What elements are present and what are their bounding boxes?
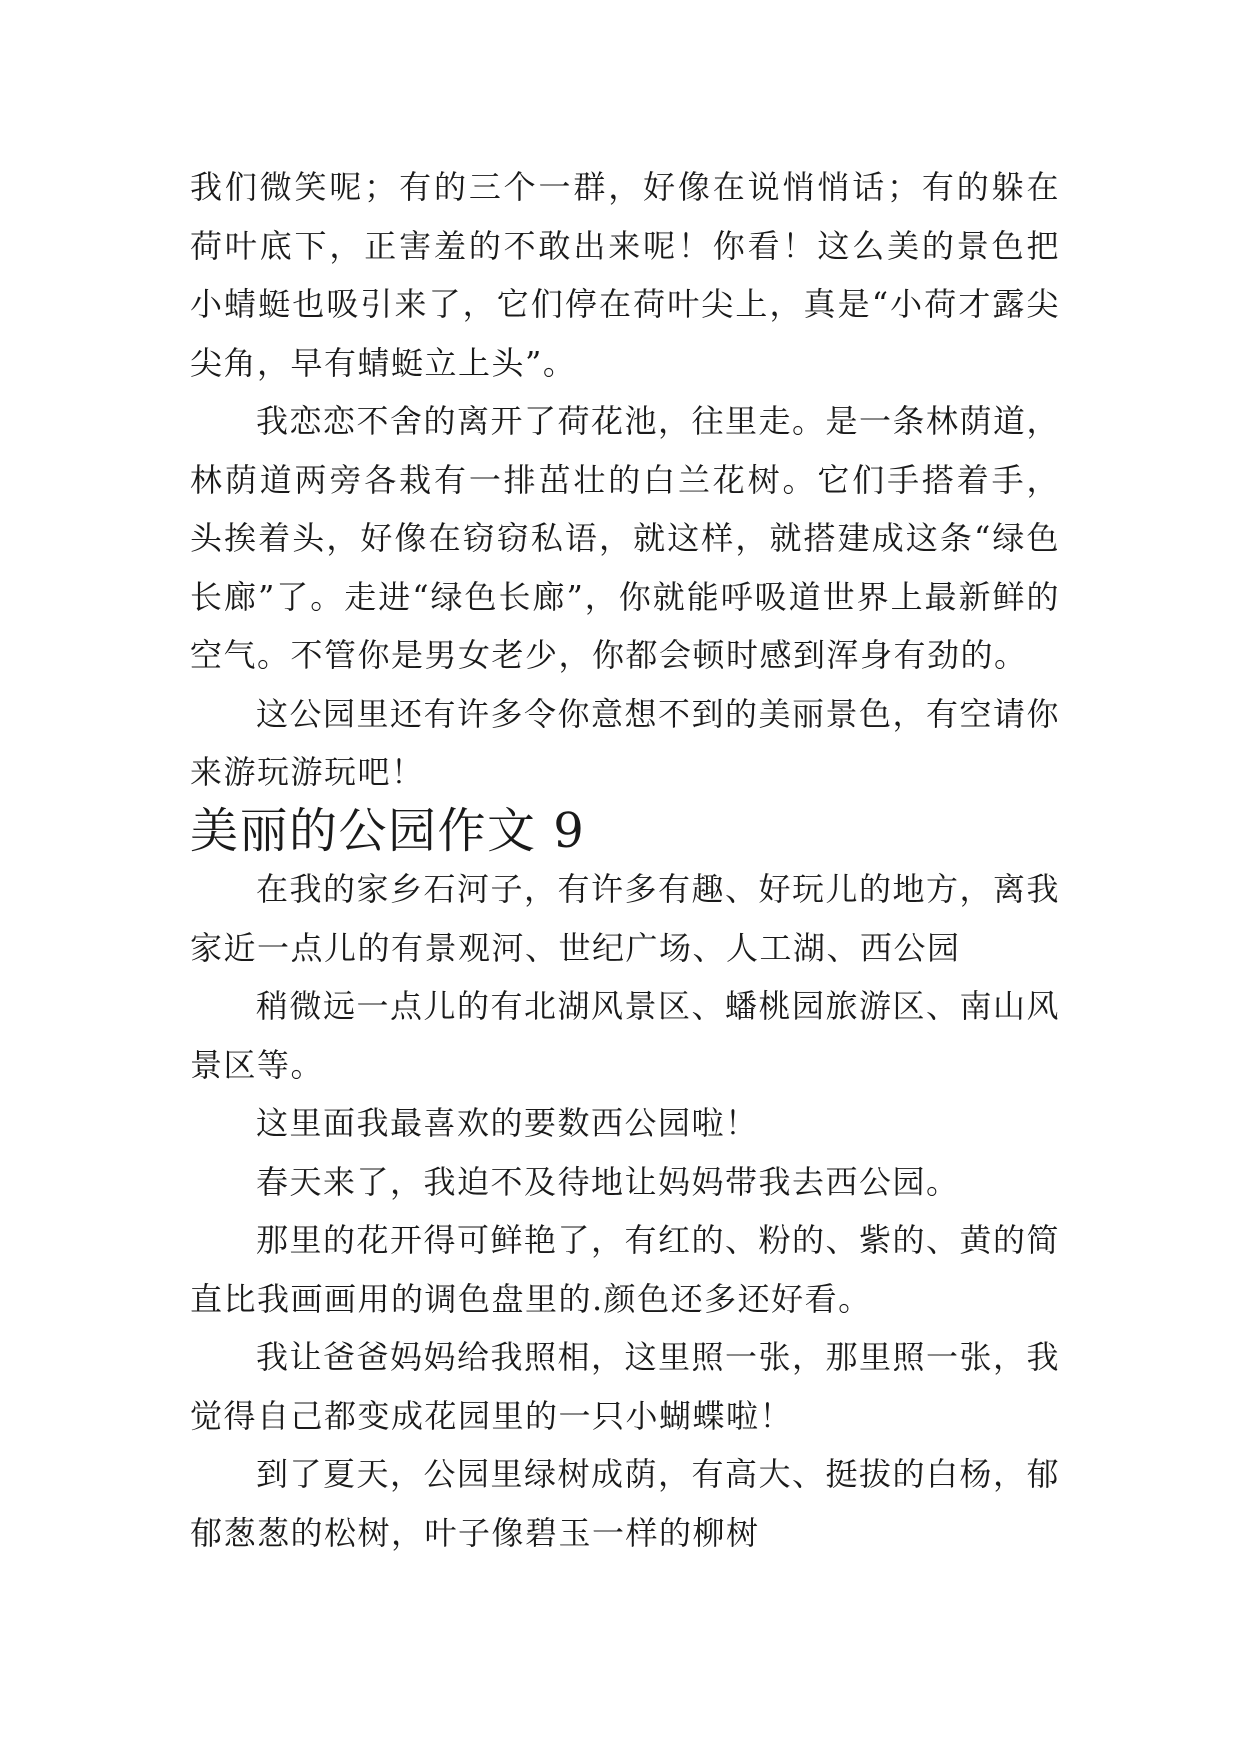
paragraph-3: 这公园里还有许多令你意想不到的美丽景色，有空请你来游玩游玩吧！	[190, 694, 1061, 791]
paragraph-4: 在我的家乡石河子，有许多有趣、好玩儿的地方，离我家近一点儿的有景观河、世纪广场、人工湖、西公园	[190, 870, 1061, 967]
paragraph-5: 稍微远一点儿的有北湖风景区、蟠桃园旅游区、南山风景区等。	[190, 987, 1061, 1084]
section-heading: 美丽的公园作文 9	[190, 802, 586, 859]
document-body	[190, 158, 1060, 1562]
paragraph-9: 我让爸爸妈妈给我照相，这里照一张，那里照一张，我觉得自己都变成花园里的一只小蝴蝶啦！	[190, 1338, 1061, 1435]
paragraph-6: 这里面我最喜欢的要数西公园啦！	[256, 1104, 759, 1142]
paragraph-8: 那里的花开得可鲜艳了，有红的、粉的、紫的、黄的简直比我画画用的调色盘里的.颜色还多还好看。	[190, 1221, 1061, 1318]
paragraph-7: 春天来了，我迫不及待地让妈妈带我去西公园。	[256, 1162, 960, 1201]
paragraph-2: 我恋恋不舍的离开了荷花池，往里走。是一条林荫道，林荫道两旁各栽有一排茁壮的白兰花树。它们手搭着手，头挨着头，好像在窃窃私语，就这样，就搭建成这条“绿色长廊”了。走进“绿色长廊”，你就能呼吸道世界上最新鲜的空气。不管你是男女老少，你都会顿时感到浑身有劲的。	[190, 402, 1061, 674]
paragraph-10: 到了夏天，公园里绿树成荫，有高大、挺拔的白杨，郁郁葱葱的松树，叶子像碧玉一样的柳树	[190, 1455, 1061, 1552]
paragraph-1: 我们微笑呢；有的三个一群，好像在说悄悄话；有的躲在荷叶底下，正害羞的不敢出来呢！你看！这么美的景色把小蜻蜓也吸引来了，它们停在荷叶尖上，真是“小荷才露尖尖角，早有蜻蜓立上头”。	[190, 168, 1060, 382]
